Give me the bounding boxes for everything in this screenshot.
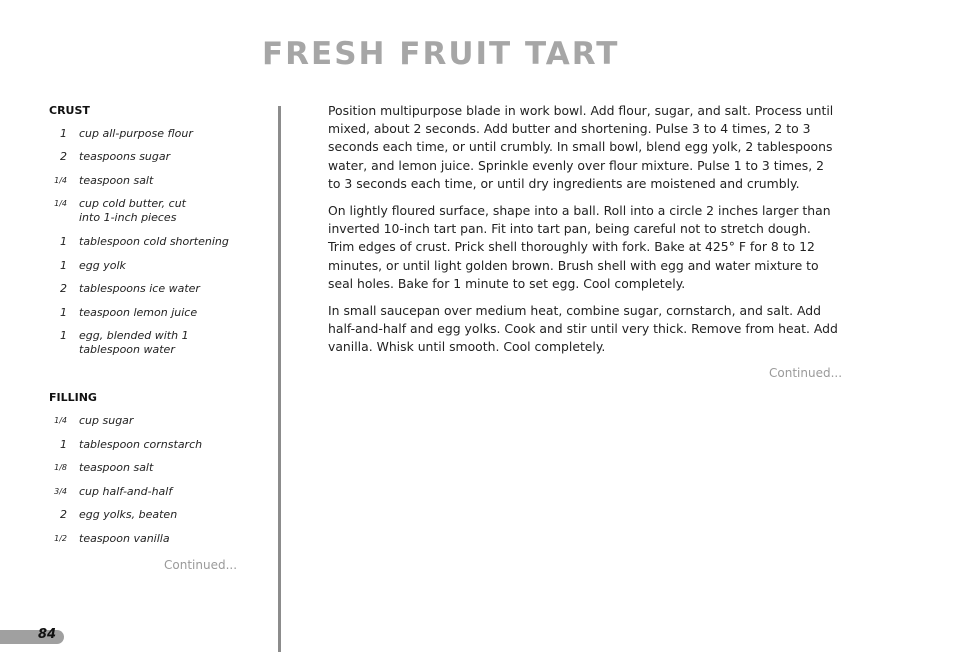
ingredient-qty: 2 — [60, 282, 67, 295]
filling-heading: FILLING — [49, 391, 97, 404]
ingredient-qty: 1 — [60, 329, 67, 342]
ingredient-desc: tablespoons ice water — [79, 282, 200, 295]
ingredient-desc: egg, blended with 1 tablespoon water — [79, 329, 189, 356]
ingredient-qty: 1/8 — [54, 463, 67, 472]
ingredient-qty: 1/4 — [54, 199, 67, 208]
ingredient-desc: tablespoon cornstarch — [79, 438, 203, 451]
instruction-paragraph: In small saucepan over medium heat, combine sugar, cornstarch, and salt. Add half-and-half and egg yolks. Cook and stir until very thick. Remove from heat. Add vanilla. Whisk until smooth. Cool completely. — [328, 303, 838, 355]
ingredient-qty: 2 — [60, 508, 67, 521]
ingredient-desc: teaspoon lemon juice — [79, 306, 198, 319]
ingredient-desc: cup half-and-half — [79, 485, 173, 498]
ingredient-qty: 1 — [60, 438, 67, 451]
ingredient-desc: cup cold butter, cut into 1-inch pieces — [79, 197, 186, 224]
ingredient-desc: teaspoon salt — [79, 174, 154, 187]
column-divider — [278, 106, 281, 652]
continued-note-right: Continued... — [769, 366, 843, 380]
instruction-paragraph: Position multipurpose blade in work bowl. Add flour, sugar, and salt. Process until mixed, about 2 seconds. Add butter and shortening. Pulse 3 to 4 times, 2 to 3 seconds each time, or until crumbly. In small bowl, blend egg yolk, 2 tablespoons water, and lemon juice. Sprinkle evenly over flour mixture. Pulse 1 to 3 times, 2 to 3 seconds each time, or until dry ingredients are moistened and crumbly. — [328, 103, 834, 191]
ingredient-desc: cup sugar — [79, 414, 134, 427]
ingredient-desc: tablespoon cold shortening — [79, 235, 229, 248]
ingredient-qty: 1 — [60, 235, 67, 248]
page-number: 84 — [38, 627, 57, 642]
ingredient-qty: 1 — [60, 306, 67, 319]
crust-heading: CRUST — [49, 104, 90, 117]
ingredient-qty: 1 — [60, 259, 67, 272]
ingredient-qty: 1/4 — [54, 176, 67, 185]
ingredient-qty: 2 — [60, 150, 67, 163]
ingredient-qty: 3/4 — [54, 487, 67, 496]
ingredient-desc: egg yolks, beaten — [79, 508, 178, 521]
ingredient-qty: 1/4 — [54, 416, 67, 425]
ingredient-desc: teaspoons sugar — [79, 150, 171, 163]
instructions — [328, 102, 840, 366]
ingredient-qty: 1/2 — [54, 534, 67, 543]
instruction-paragraph: On lightly floured surface, shape into a ball. Roll into a circle 2 inches larger than inverted 10-inch tart pan. Fit into tart pan, being careful not to stretch dough. Trim edges of crust. Prick shell thoroughly with fork. Bake at 425° F for 8 to 12 minutes, or until light golden brown. Brush shell with egg and water mixture to seal holes. Bake for 1 minute to set egg. Cool completely. — [328, 203, 831, 291]
page-title: FRESH FRUIT TART — [262, 36, 620, 72]
ingredient-desc: cup all-purpose flour — [79, 127, 193, 140]
ingredient-qty: 1 — [60, 127, 67, 140]
ingredient-desc: teaspoon salt — [79, 461, 154, 474]
continued-note-left: Continued... — [164, 558, 238, 572]
ingredient-desc: egg yolk — [79, 259, 126, 272]
ingredient-desc: teaspoon vanilla — [79, 532, 170, 545]
